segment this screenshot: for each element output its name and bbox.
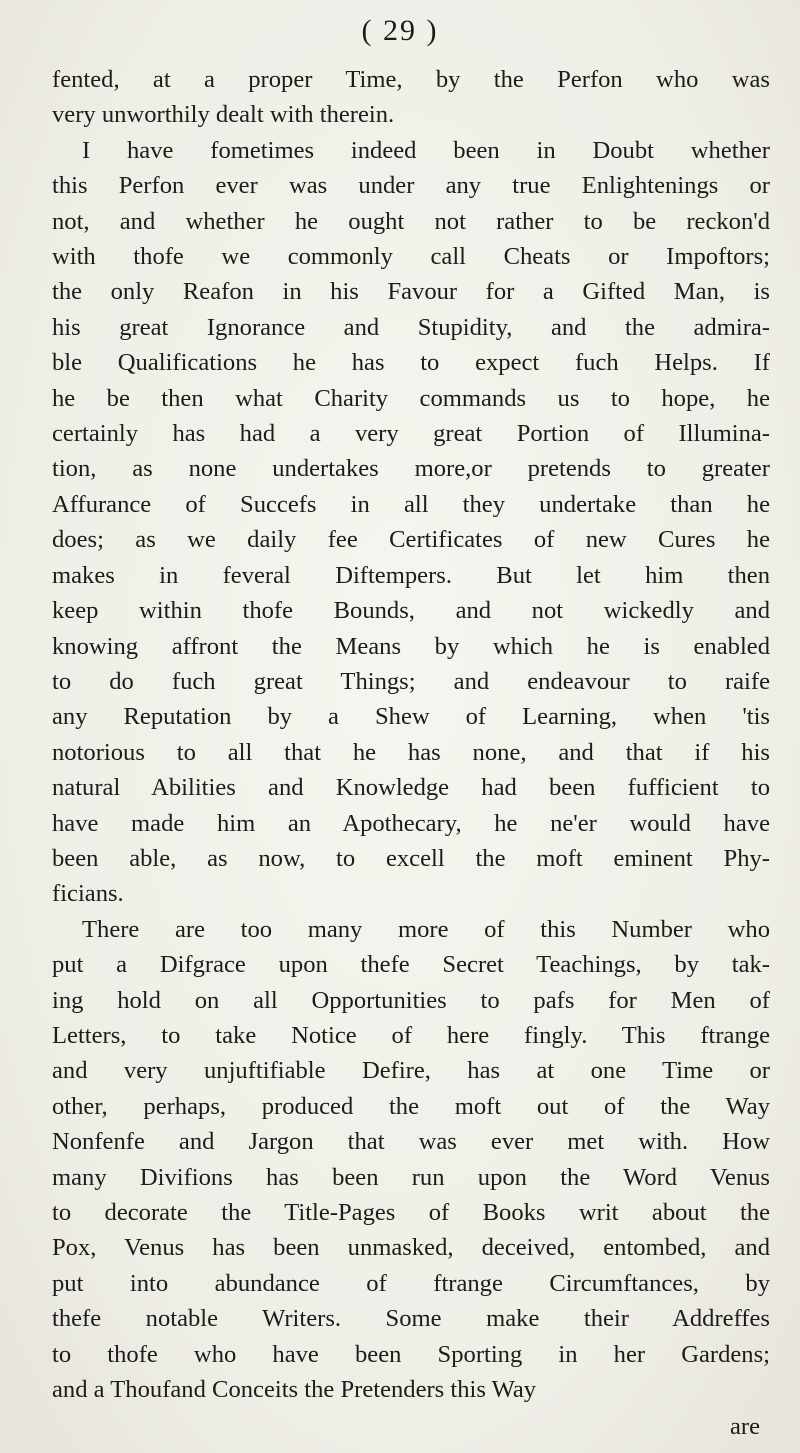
text-line: this Perfon ever was under any true Enlightenings or: [52, 172, 770, 200]
text-line: natural Abilities and Knowledge had been fufficient to: [52, 774, 770, 802]
text-line: keep within thofe Bounds, and not wickedly and: [52, 597, 770, 625]
text-line: makes in feveral Diftempers. But let him then: [52, 561, 770, 589]
text-line: put into abundance of ftrange Circumftances, by: [52, 1269, 770, 1297]
text-line: tion, as none undertakes more,or pretends to greater: [52, 455, 770, 483]
text-line: with thofe we commonly call Cheats or Impoftors;: [52, 243, 770, 271]
text-line: to do fuch great Things; and endeavour to raife: [52, 667, 770, 695]
text-line: many Divifions has been run upon the Word Venus: [52, 1163, 770, 1191]
text-line: put a Difgrace upon thefe Secret Teachings, by tak-: [52, 951, 770, 979]
text-line: the only Reafon in his Favour for a Gifted Man, is: [52, 278, 770, 306]
text-line: Nonfenfe and Jargon that was ever met with. How: [52, 1128, 770, 1156]
text-line: There are too many more of this Number who: [82, 915, 770, 943]
text-line: not, and whether he ought not rather to be reckon'd: [52, 207, 770, 235]
text-line: to thofe who have been Sporting in her Gardens;: [52, 1340, 770, 1368]
text-line: I have fometimes indeed been in Doubt whether: [82, 136, 770, 164]
text-line: fented, at a proper Time, by the Perfon who was: [52, 66, 770, 93]
page-number: ( 29 ): [361, 14, 439, 47]
text-line: thefe notable Writers. Some make their Addreffes: [52, 1305, 770, 1333]
text-line: any Reputation by a Shew of Learning, when 'tis: [52, 703, 770, 731]
text-line: does; as we daily fee Certificates of new Cures he: [52, 526, 770, 554]
text-line: he be then what Charity commands us to hope, he: [52, 384, 770, 412]
text-line: his great Ignorance and Stupidity, and the admira-: [52, 313, 770, 341]
text-line: been able, as now, to excell the moft eminent Phy-: [52, 844, 770, 872]
text-line: and a Thoufand Conceits the Pretenders this Way: [52, 1376, 537, 1404]
text-line: Pox, Venus has been unmasked, deceived, entombed, and: [52, 1234, 770, 1262]
text-line: knowing affront the Means by which he is enabled: [52, 632, 770, 660]
text-line: Letters, to take Notice of here fingly. This ftrange: [52, 1021, 770, 1049]
text-line: notorious to all that he has none, and that if his: [52, 738, 770, 766]
text-line: have made him an Apothecary, he ne'er would have: [52, 809, 770, 837]
text-line: ble Qualifications he has to expect fuch Helps. If: [52, 349, 770, 377]
text-line: other, perhaps, produced the moft out of the Way: [52, 1092, 770, 1120]
text-line: to decorate the Title-Pages of Books writ about the: [52, 1199, 770, 1226]
body-text: [52, 62, 770, 1407]
text-line: very unworthily dealt with therein.: [52, 101, 395, 129]
text-line: Affurance of Succefs in all they undertake than he: [52, 490, 770, 518]
text-line: ing hold on all Opportunities to pafs for Men of: [52, 986, 770, 1014]
text-line: ficians.: [52, 880, 124, 908]
text-line: and very unjuftifiable Defire, has at one Time or: [52, 1057, 770, 1085]
catchword: are: [729, 1413, 760, 1440]
text-line: certainly has had a very great Portion of Illumina-: [52, 420, 770, 448]
